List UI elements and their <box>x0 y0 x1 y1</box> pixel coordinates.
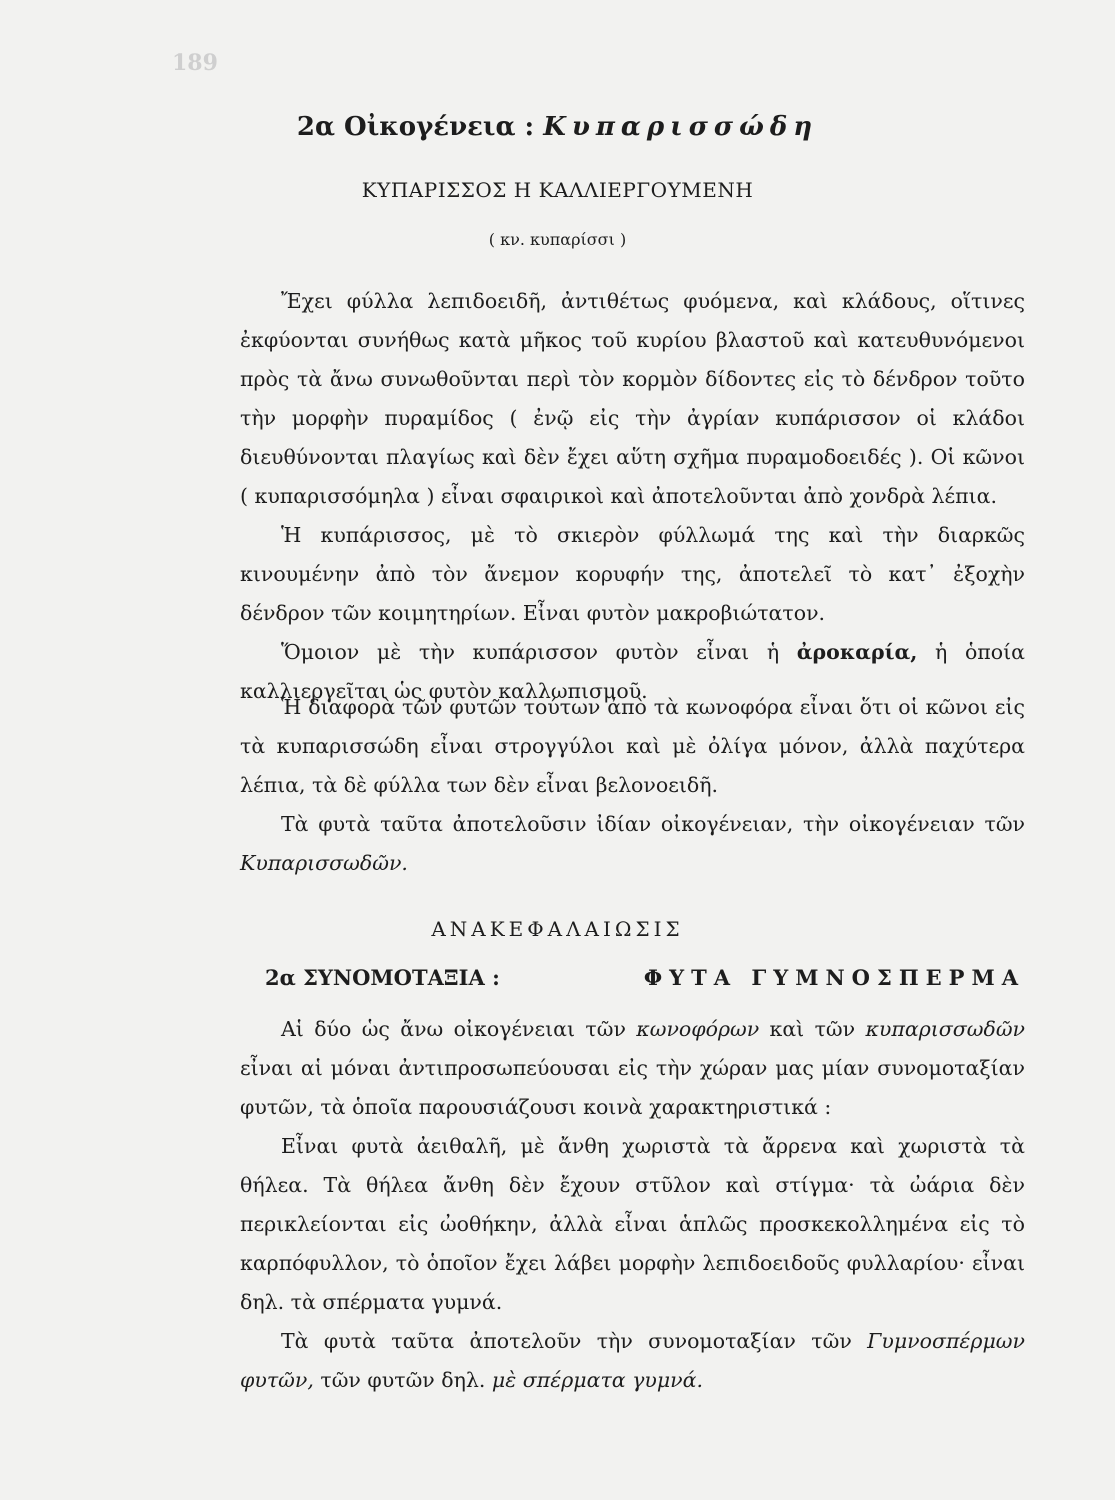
recap-p1-a: Αἱ δύο ὡς ἄνω οἰκογένειαι τῶν <box>281 1017 637 1041</box>
recap-p3-c: τῶν φυτῶν δηλ. <box>313 1368 492 1392</box>
common-name: ( κν. κυπαρίσσι ) <box>488 230 627 249</box>
recap-block <box>240 1010 1025 1400</box>
species-title: ΚΥΠΑΡΙΣΣΟΣ Η ΚΑΛΛΙΕΡΓΟΥΜΕΝΗ <box>361 178 754 202</box>
recap-title: ΑΝΑΚΕΦΑΛΑΙΩΣΙΣ <box>431 917 684 941</box>
recap-p3-naked-seeds: μὲ σπέρματα γυμνά. <box>491 1368 704 1392</box>
recap-p3-gymnosperms: Γυμνοσπέρμων φυτῶν, <box>240 1329 1025 1392</box>
recap-p1-conifers: κωνοφόρων <box>636 1017 760 1041</box>
recap-p1-cypresses: κυπαρισσωδῶν <box>865 1017 1026 1041</box>
family-sentence-before: Τὰ φυτὰ ταῦτα ἀποτελοῦσιν ἰδίαν οἰκογένειαν, τὴν οἰκογένειαν τῶν <box>281 812 1025 836</box>
family-sentence-italic: Κυπαρισσωδῶν. <box>240 851 408 875</box>
subclass-left: 2α ΣΥΝΟΜΟΤΑΞΙΑ : <box>265 965 500 990</box>
family-title-name: Κυπαρισσώδη <box>543 112 819 142</box>
paragraph-cemetery: Ἡ κυπάρισσος, μὲ τὸ σκιερὸν φύλλωμά της καὶ τὴν διαρκῶς κινουμένην ἀπὸ τὸν ἄνεμον κορυφήν της, ἀποτελεῖ τὸ κατ᾽ ἐξοχὴν δένδρον τῶν κοιμητηρίων. Εἶναι φυτὸν μακροβιώτατον. <box>240 523 1025 625</box>
paragraph-family <box>240 805 1025 883</box>
recap-paragraph-2: Εἶναι φυτὰ ἀειθαλῆ, μὲ ἄνθη χωριστὰ τὰ ἄρρενα καὶ χωριστὰ τὰ θήλεα. Τὰ θήλεα ἄνθη δὲν ἔχουν στῦλον καὶ στίγμα· τὰ ὠάρια δὲν περικλείονται εἰς ὠοθήκην, ἀλλὰ εἶναι ἁπλῶς προσκεκολλημένα εἰς τὸ καρπόφυλλον, τὸ ὁποῖον ἔχει λάβει μορφὴν λεπιδοειδοῦς φυλλαρίου· εἶναι δηλ. τὰ σπέρματα γυμνά. <box>240 1134 1025 1314</box>
recap-p1-e: εἶναι αἱ μόναι ἀντιπροσωπεύουσαι εἰς τὴν χώραν μας μίαν συνομοταξίαν φυτῶν, τὰ ὁποῖα παρουσιάζουσι κοινὰ χαρακτηριστικά : <box>240 1056 1025 1119</box>
paragraph-leaves: Ἔχει φύλλα λεπιδοειδῆ, ἀντιθέτως φυόμενα, καὶ κλάδους, οἵτινες ἐκφύονται συνήθως κατὰ μῆκος τοῦ κυρίου βλαστοῦ καὶ κατευθυνόμενοι πρὸς τὰ ἄνω συνωθοῦνται περὶ τὸν κορμὸν δίδοντες εἰς τὸ δένδρον τοῦτο τὴν μορφὴν πυραμίδος ( ἐνῷ εἰς τὴν ἀγρίαν κυπάρισσον οἱ κλάδοι διευθύνονται πλαγίως καὶ δὲν ἔχει αὕτη σχῆμα πυραμοδοειδές ). Οἱ κῶνοι ( κυπαρισσόμηλα ) εἶναι σφαιρικοὶ καὶ ἀποτελοῦνται ἀπὸ χονδρὰ λέπια. <box>240 289 1025 508</box>
recap-paragraph-3 <box>240 1322 1025 1400</box>
recap-p3-a: Τὰ φυτὰ ταῦτα ἀποτελοῦν τὴν συνομοταξίαν τῶν <box>281 1329 868 1353</box>
family-title-prefix: 2α Οἰκογένεια : <box>296 112 544 142</box>
family-title <box>0 112 1115 142</box>
page-number: 189 <box>172 50 218 76</box>
araucaria-term: ἀροκαρία, <box>796 640 918 664</box>
difference-block <box>240 688 1025 883</box>
recap-p1-c: καὶ τῶν <box>759 1017 866 1041</box>
subclass-heading <box>265 965 1025 990</box>
subclass-right: ΦΥΤΑ ΓΥΜΝΟΣΠΕΡΜΑ <box>643 965 1025 990</box>
araucaria-after: ἡ ὁποία καλλιεργεῖται ὡς φυτὸν καλλωπισμοῦ. <box>240 640 1025 703</box>
description-block <box>240 282 1025 711</box>
recap-paragraph-1 <box>240 1010 1025 1127</box>
paragraph-difference: Ἡ διαφορὰ τῶν φυτῶν τούτων ἀπὸ τὰ κωνοφόρα εἶναι ὅτι οἱ κῶνοι εἰς τὰ κυπαρισσώδη εἶναι στρογγύλοι καὶ μὲ ὀλίγα μόνον, ἀλλὰ παχύτερα λέπια, τὰ δὲ φύλλα των δὲν εἶναι βελονοειδῆ. <box>240 695 1025 797</box>
araucaria-before: Ὅμοιον μὲ τὴν κυπάρισσον φυτὸν εἶναι ἡ <box>281 640 797 664</box>
